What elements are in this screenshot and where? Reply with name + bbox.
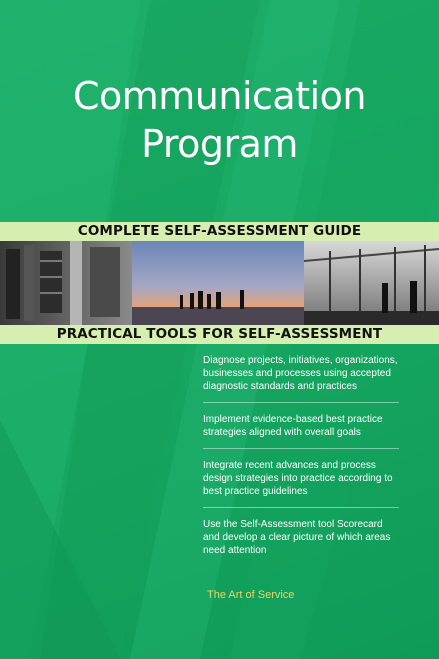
publisher-name: The Art of Service: [207, 589, 295, 601]
photo-collage: [0, 241, 439, 325]
title-line-1: Communication: [72, 74, 366, 118]
book-title: [0, 72, 439, 168]
photo-library: [0, 241, 132, 325]
title-line-2: Program: [141, 122, 298, 166]
photo-office-windows: [304, 241, 439, 325]
subtitle-band-top: COMPLETE SELF-ASSESSMENT GUIDE: [0, 222, 439, 241]
feature-item-3: Integrate recent advances and process design strategies into practice according to best practice guidelines: [203, 459, 399, 508]
feature-item-2: Implement evidence-based best practice strategies aligned with overall goals: [203, 413, 399, 449]
feature-item-4: Use the Self-Assessment tool Scorecard and develop a clear picture of which areas need attention: [203, 519, 391, 556]
feature-list: [203, 354, 399, 576]
subtitle-band-bottom: PRACTICAL TOOLS FOR SELF-ASSESSMENT: [0, 325, 439, 344]
photo-sunset-group: [132, 241, 304, 325]
feature-item-1: Diagnose projects, initiatives, organizations, businesses and processes using accepted diagnostic standards and practices: [203, 354, 399, 403]
